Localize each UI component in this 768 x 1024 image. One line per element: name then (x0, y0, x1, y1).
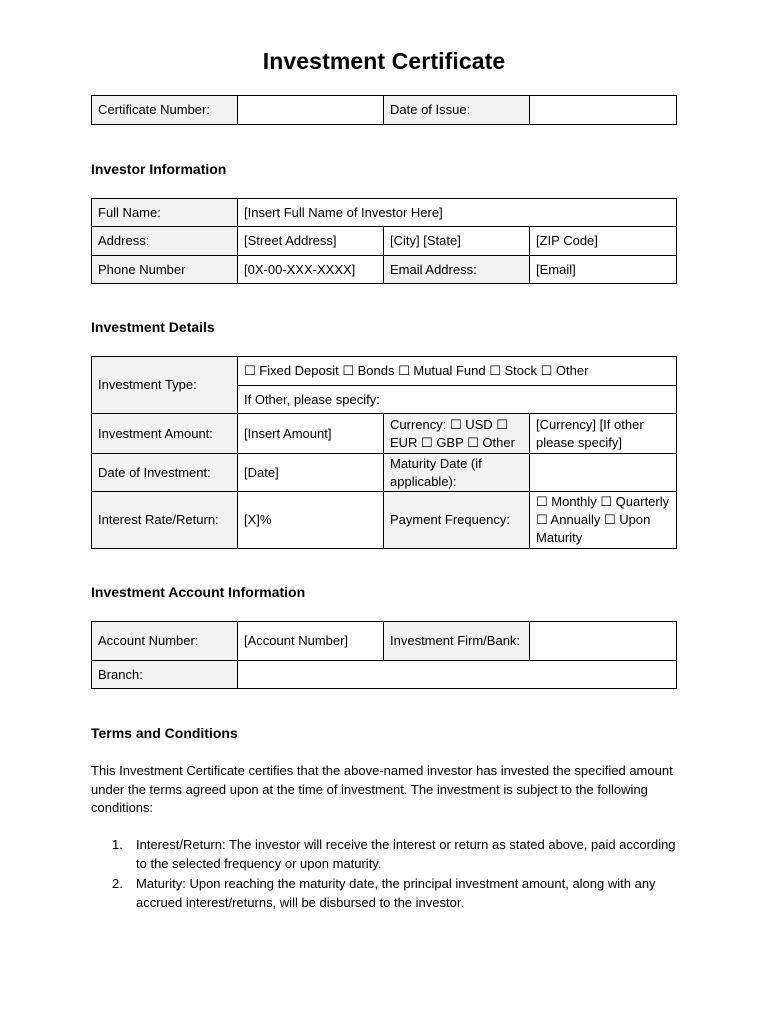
investment-amount-label: Investment Amount: (92, 414, 238, 454)
date-of-investment-field[interactable]: [Date] (238, 454, 384, 492)
terms-intro: This Investment Certificate certifies that the above-named investor has invested the specified amount under the terms agreed upon at the time of investment. The investment is subject to the following conditions: (91, 763, 673, 815)
street-address-field[interactable]: [Street Address] (238, 227, 384, 256)
zip-code-field[interactable]: [ZIP Code] (530, 227, 677, 256)
full-name-field[interactable]: [Insert Full Name of Investor Here] (238, 199, 677, 227)
date-of-investment-label: Date of Investment: (92, 454, 238, 492)
account-info-heading: Investment Account Information (91, 584, 306, 600)
investment-details-heading: Investment Details (91, 319, 215, 335)
terms-list (91, 836, 683, 914)
investor-info-heading: Investor Information (91, 161, 227, 177)
certificate-table (91, 95, 677, 125)
payment-frequency-label: Payment Frequency: (384, 492, 530, 549)
investment-firm-label: Investment Firm/Bank: (384, 622, 530, 661)
certificate-number-label: Certificate Number: (92, 96, 238, 125)
email-address-label: Email Address: (384, 256, 530, 284)
list-item (91, 875, 683, 912)
investment-type-other-field[interactable]: If Other, please specify: (238, 386, 677, 414)
payment-frequency-options[interactable]: ☐ Monthly ☐ Quarterly ☐ Annually ☐ Upon Maturity (530, 492, 677, 549)
list-item (91, 836, 683, 873)
date-of-issue-field[interactable] (530, 96, 677, 125)
page-title: Investment Certificate (262, 48, 506, 74)
list-item-text: Interest/Return: The investor will receive the interest or return as stated above, paid according to the selected frequency or upon maturity. (136, 837, 676, 871)
email-address-field[interactable]: [Email] (530, 256, 677, 284)
full-name-label: Full Name: (92, 199, 238, 227)
investment-type-options[interactable]: ☐ Fixed Deposit ☐ Bonds ☐ Mutual Fund ☐ Stock ☐ Other (238, 357, 677, 386)
account-number-label: Account Number: (92, 622, 238, 661)
account-number-field[interactable]: [Account Number] (238, 622, 384, 661)
currency-field[interactable]: [Currency] [If other please specify] (530, 414, 677, 454)
investor-info-table (91, 198, 677, 284)
currency-options[interactable]: Currency: ☐ USD ☐ EUR ☐ GBP ☐ Other (384, 414, 530, 454)
phone-number-label: Phone Number (92, 256, 238, 284)
interest-rate-field[interactable]: [X]% (238, 492, 384, 549)
city-state-field[interactable]: [City] [State] (384, 227, 530, 256)
account-info-table (91, 621, 677, 689)
list-item-number: 1. (112, 837, 123, 852)
date-of-issue-label: Date of Issue: (384, 96, 530, 125)
address-label: Address: (92, 227, 238, 256)
list-item-text: Maturity: Upon reaching the maturity date, the principal investment amount, along with any accrued interest/returns, will be disbursed to the investor. (136, 876, 656, 910)
branch-field[interactable] (238, 661, 677, 689)
certificate-number-field[interactable] (238, 96, 384, 125)
maturity-date-label: Maturity Date (if applicable): (384, 454, 530, 492)
investment-amount-field[interactable]: [Insert Amount] (238, 414, 384, 454)
interest-rate-label: Interest Rate/Return: (92, 492, 238, 549)
phone-number-field[interactable]: [0X-00-XXX-XXXX] (238, 256, 384, 284)
investment-type-label: Investment Type: (92, 357, 238, 414)
list-item-number: 2. (112, 876, 123, 891)
maturity-date-field[interactable] (530, 454, 677, 492)
branch-label: Branch: (92, 661, 238, 689)
terms-heading: Terms and Conditions (91, 725, 238, 741)
investment-details-table (91, 356, 677, 549)
investment-firm-field[interactable] (530, 622, 677, 661)
